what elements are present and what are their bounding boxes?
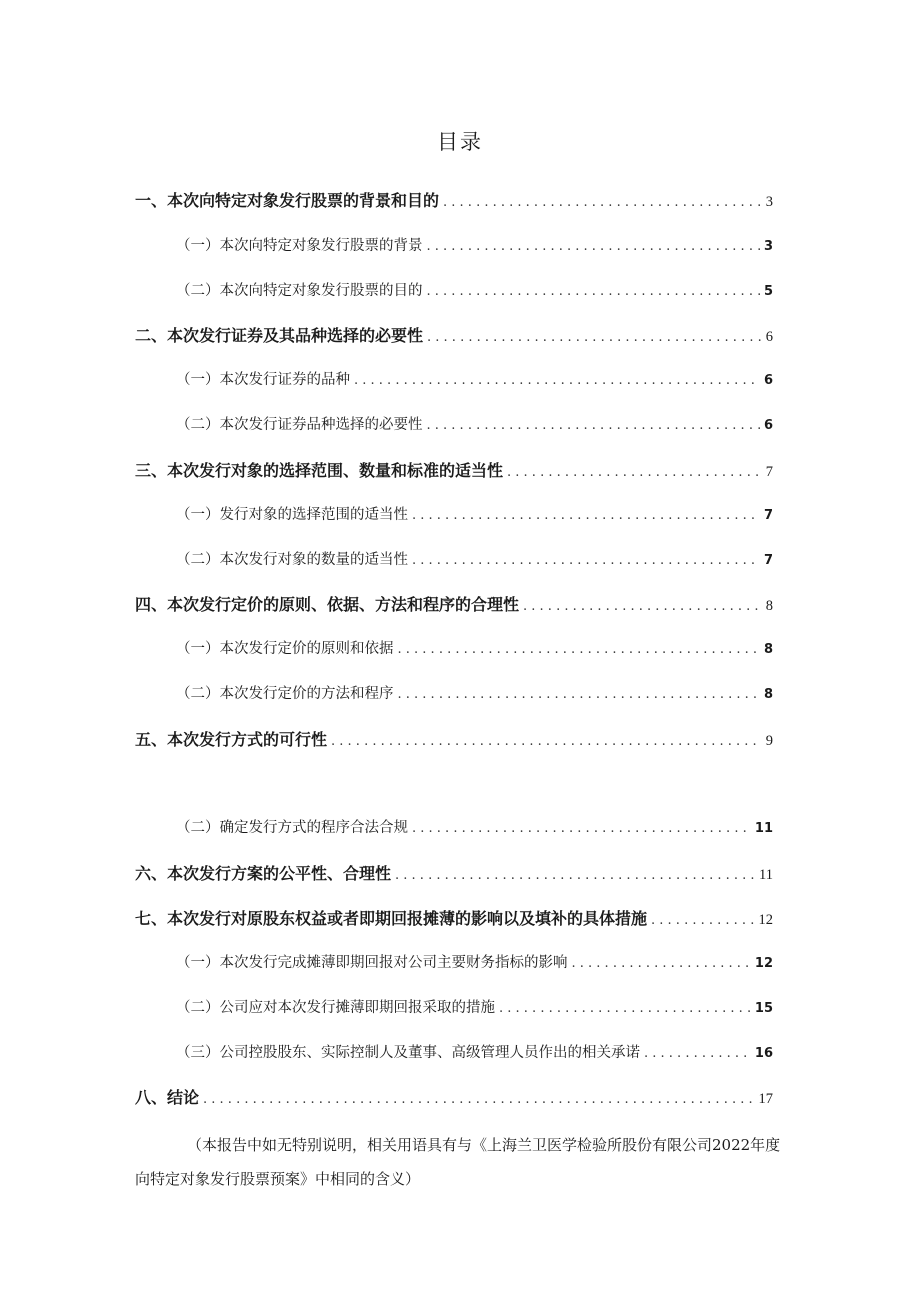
toc-entry[interactable] xyxy=(135,861,773,884)
toc-entry-page: 7 xyxy=(763,553,773,568)
toc-entry-label: 一、本次向特定对象发行股票的背景和目的 xyxy=(135,191,440,210)
toc-entry-label: （二）公司应对本次发行摊薄即期回报采取的措施 xyxy=(176,1000,495,1016)
toc-entry-page: 12 xyxy=(754,956,773,971)
toc-leader-dots xyxy=(354,373,760,388)
toc-entry[interactable] xyxy=(176,1041,773,1062)
toc-entry-label: （二）本次发行对象的数量的适当性 xyxy=(176,552,408,568)
report-note: （本报告中如无特别说明，相关用语具有与《上海兰卫医学检验所股份有限公司2022年度向特定对象发行股票预案》中相同的含义） xyxy=(135,1136,781,1188)
toc-entry[interactable] xyxy=(135,188,773,211)
toc-entry-label: 七、本次发行对原股东权益或者即期回报摊薄的影响以及填补的具体措施 xyxy=(135,909,648,928)
toc-entry-page: 8 xyxy=(765,598,773,614)
toc-entry-page: 7 xyxy=(765,464,773,480)
toc-leader-dots xyxy=(644,1046,751,1061)
toc-leader-dots xyxy=(427,284,760,299)
toc-leader-dots xyxy=(499,1001,751,1016)
toc-entry[interactable] xyxy=(135,458,773,481)
toc-entry-label: 八、结论 xyxy=(135,1088,200,1107)
toc-entry[interactable] xyxy=(135,1085,773,1108)
toc-leader-dots xyxy=(427,330,762,345)
toc-entry[interactable] xyxy=(135,727,773,750)
toc-leader-dots xyxy=(412,553,760,568)
toc-leader-dots xyxy=(412,821,751,836)
toc-leader-dots xyxy=(427,418,760,433)
toc-entry-label: （一）本次发行证券的品种 xyxy=(176,372,350,388)
toc-entry-label: （一）本次发行完成摊薄即期回报对公司主要财务指标的影响 xyxy=(176,955,568,971)
toc-entry[interactable] xyxy=(176,816,773,837)
toc-leader-dots xyxy=(331,734,762,749)
toc-entry-page: 12 xyxy=(758,912,773,928)
toc-entry-page: 11 xyxy=(754,821,773,836)
toc-entry[interactable] xyxy=(176,413,773,434)
toc-entry-label: （二）本次向特定对象发行股票的目的 xyxy=(176,283,423,299)
toc-entry-page: 11 xyxy=(759,867,773,883)
toc-entry-page: 3 xyxy=(765,194,773,210)
toc-entry[interactable] xyxy=(176,368,773,389)
toc-entry-label: （一）本次发行定价的原则和依据 xyxy=(176,641,394,657)
toc-entry-label: （二）本次发行定价的方法和程序 xyxy=(176,686,394,702)
toc-entry-page: 8 xyxy=(763,642,773,657)
toc-entry-label: （一）发行对象的选择范围的适当性 xyxy=(176,507,408,523)
toc-entry-label: （二）确定发行方式的程序合法合规 xyxy=(176,820,408,836)
toc-leader-dots xyxy=(651,913,754,928)
toc-entry-page: 17 xyxy=(758,1091,773,1107)
toc-entry-page: 7 xyxy=(763,508,773,523)
toc-entry-page: 9 xyxy=(765,733,773,749)
toc-leader-dots xyxy=(398,687,760,702)
toc-entry-page: 8 xyxy=(763,687,773,702)
toc-leader-dots xyxy=(412,508,760,523)
toc-leader-dots xyxy=(395,868,755,883)
toc-entry[interactable] xyxy=(135,323,773,346)
toc-entry[interactable] xyxy=(176,279,773,300)
toc-entry-label: 三、本次发行对象的选择范围、数量和标准的适当性 xyxy=(135,461,504,480)
toc-leader-dots xyxy=(572,956,751,971)
toc-entry[interactable] xyxy=(135,906,773,929)
toc-entry[interactable] xyxy=(176,548,773,569)
toc-entry-label: （三）公司控股股东、实际控制人及董事、高级管理人员作出的相关承诺 xyxy=(176,1045,640,1061)
toc-leader-dots xyxy=(523,599,762,614)
page-title: 目录 xyxy=(437,130,483,154)
toc-entry-label: 四、本次发行定价的原则、依据、方法和程序的合理性 xyxy=(135,595,520,614)
toc-entry[interactable] xyxy=(135,592,773,615)
toc-entry-page: 6 xyxy=(763,418,773,433)
toc-entry-label: 五、本次发行方式的可行性 xyxy=(135,730,328,749)
toc-entry-label: 二、本次发行证券及其品种选择的必要性 xyxy=(135,326,424,345)
toc-leader-dots xyxy=(203,1092,754,1107)
toc-leader-dots xyxy=(443,195,762,210)
toc-leader-dots xyxy=(398,642,760,657)
toc-entry-page: 15 xyxy=(754,1001,773,1016)
toc-entry-page: 6 xyxy=(765,329,773,345)
toc-entry-page: 6 xyxy=(763,373,773,388)
toc-entry-label: 六、本次发行方案的公平性、合理性 xyxy=(135,864,392,883)
toc-entry-label: （一）本次向特定对象发行股票的背景 xyxy=(176,238,423,254)
toc-entry-label: （二）本次发行证券品种选择的必要性 xyxy=(176,417,423,433)
toc-entry[interactable] xyxy=(176,234,773,255)
toc-entry[interactable] xyxy=(176,996,773,1017)
toc-entry[interactable] xyxy=(176,503,773,524)
toc-leader-dots xyxy=(427,239,760,254)
toc-entry[interactable] xyxy=(176,682,773,703)
toc-entry[interactable] xyxy=(176,951,773,972)
toc-leader-dots xyxy=(507,465,762,480)
toc-entry-page: 3 xyxy=(763,239,773,254)
toc-entry-page: 16 xyxy=(754,1046,773,1061)
toc-entry[interactable] xyxy=(176,637,773,658)
toc-entry-page: 5 xyxy=(763,284,773,299)
